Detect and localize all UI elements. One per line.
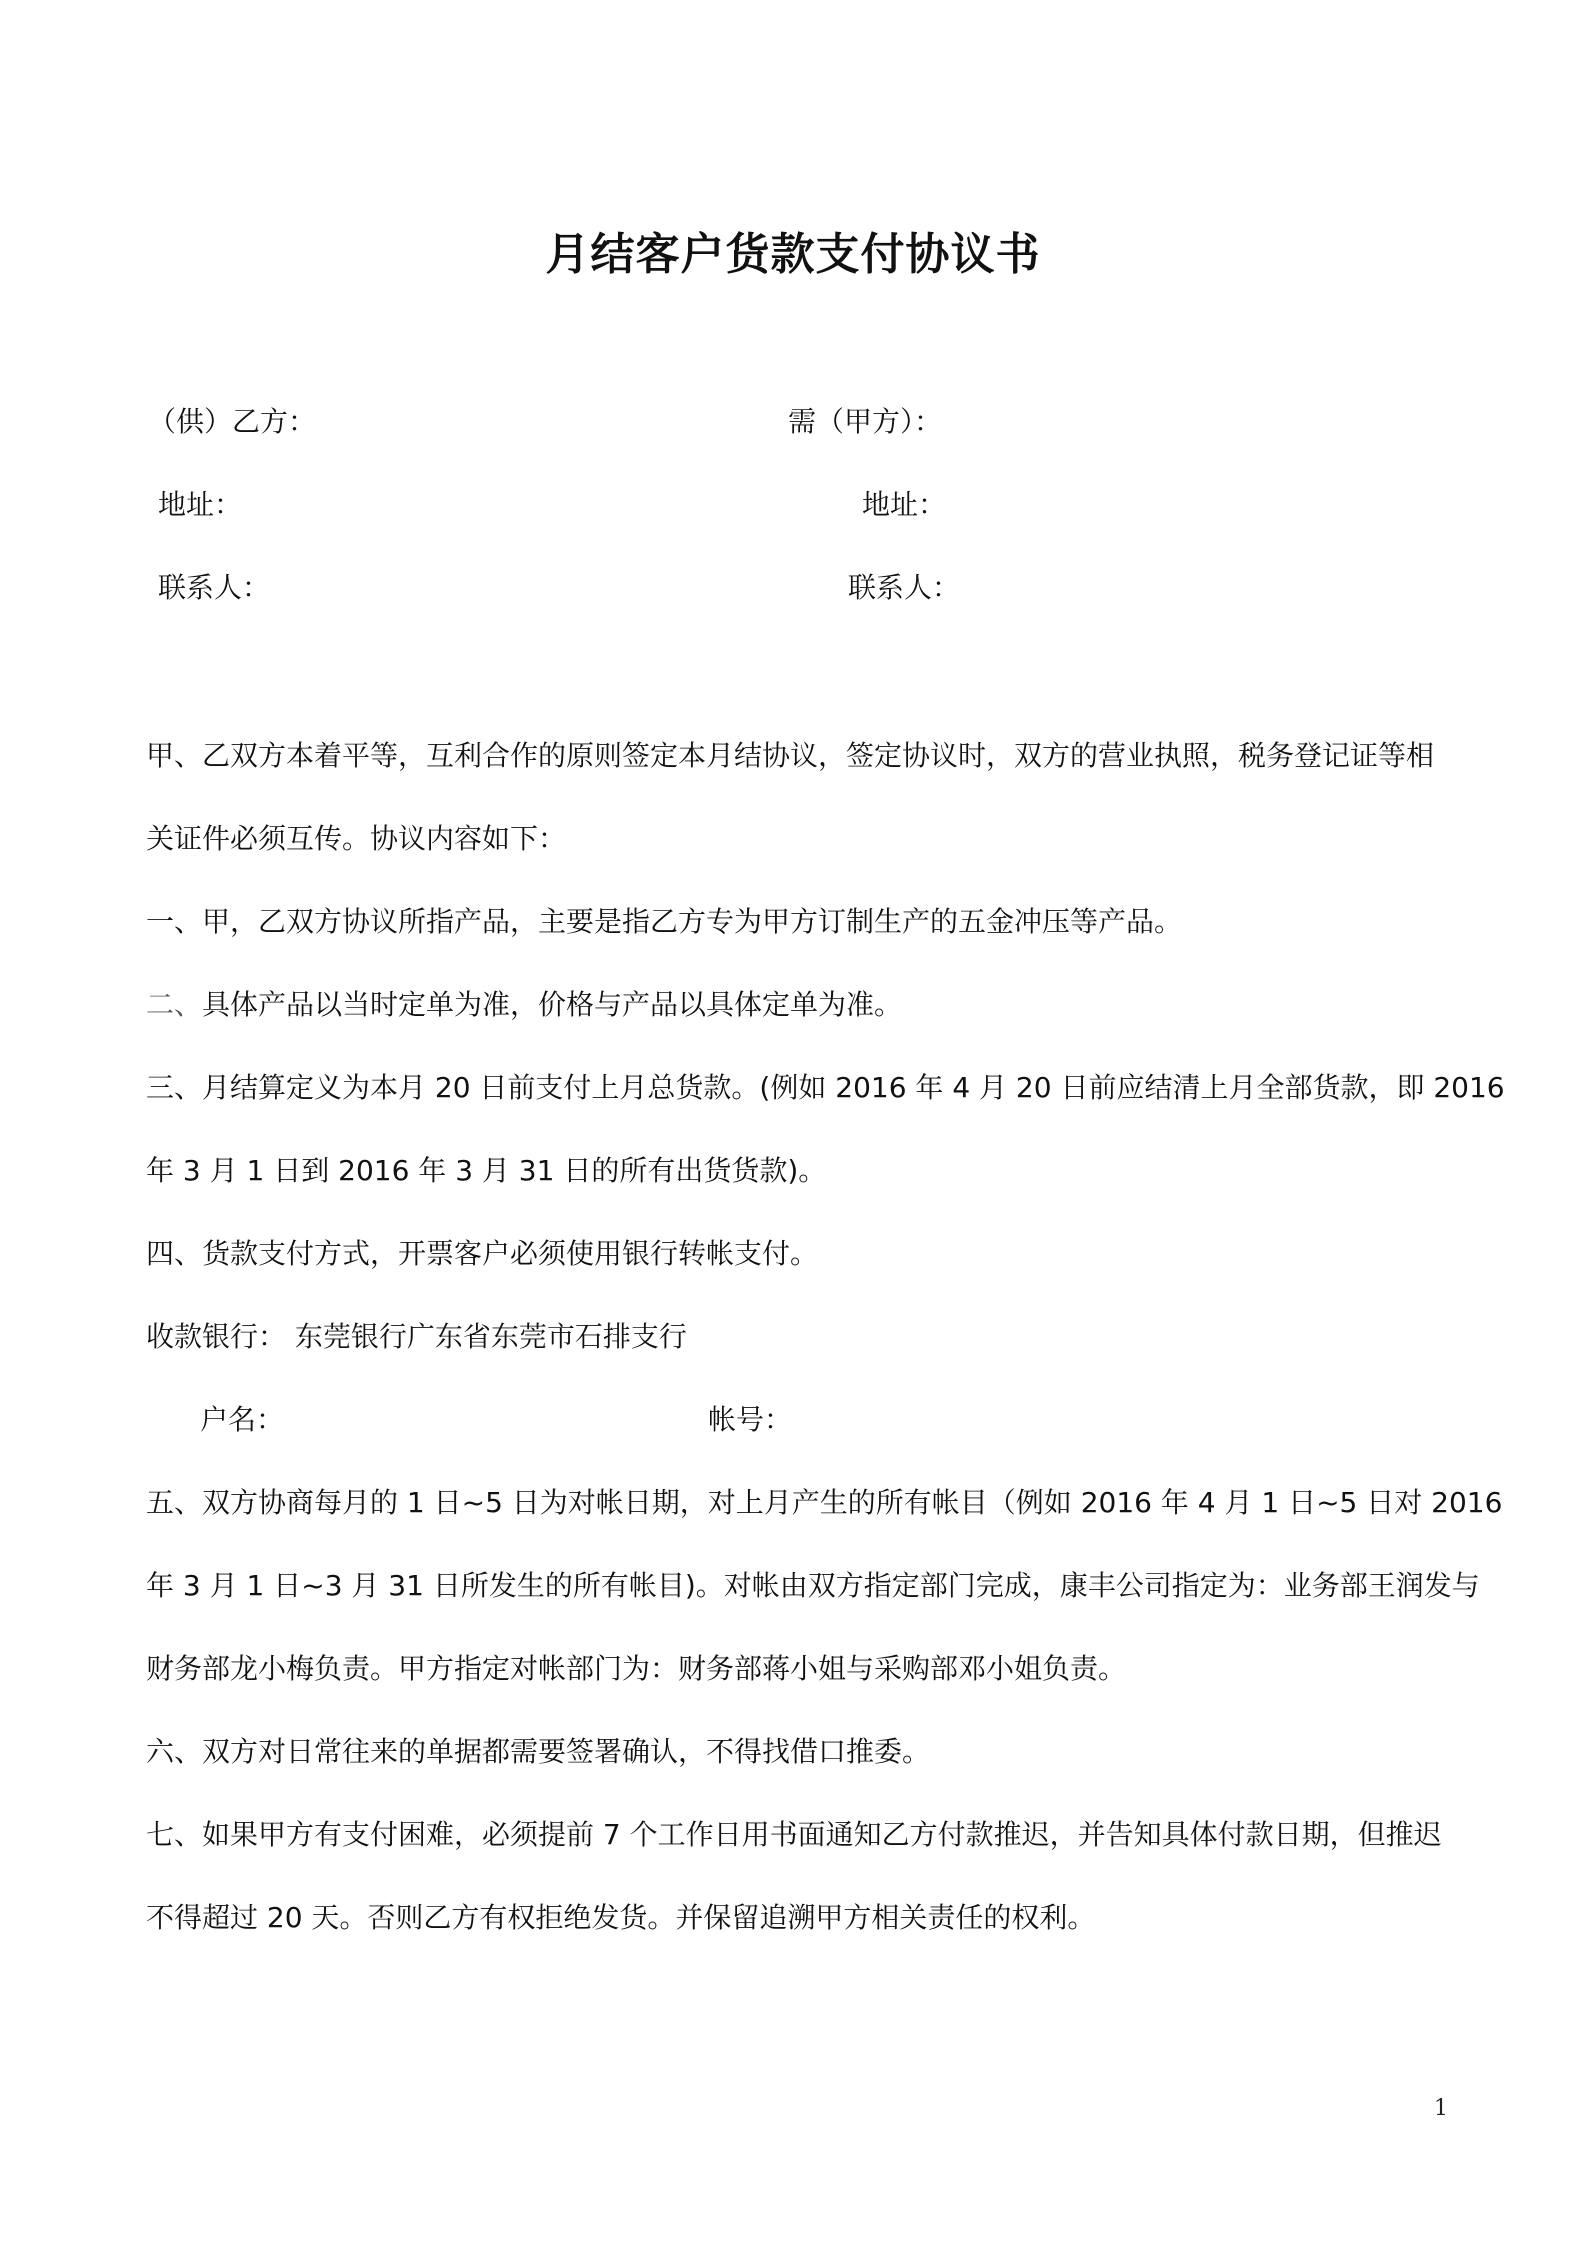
clause-3-line-2: 年 3 月 1 日到 2016 年 3 月 31 日的所有出货货款)。 <box>146 1154 827 1187</box>
buyer-address-label: 地址： <box>862 488 947 521</box>
clause-5-line-2: 年 3 月 1 日~3 月 31 日所发生的所有帐目)。对帐由双方指定部门完成，康丰公司指定为：业务部王润发与 <box>146 1569 1480 1602</box>
account-number-label: 帐号： <box>708 1403 793 1436</box>
supplier-label: （供）乙方： <box>148 405 317 438</box>
document-title: 月结客户货款支付协议书 <box>545 229 1041 280</box>
clause-2-text: 具体产品以当时定单为准，价格与产品以具体定单为准。 <box>202 988 903 1021</box>
clause-7-line-1: 七、如果甲方有支付困难，必须提前 7 个工作日用书面通知乙方付款推迟，并告知具体付款日期，但推迟 <box>146 1818 1442 1851</box>
clause-6: 六、双方对日常往来的单据都需要签署确认，不得找借口推委。 <box>146 1735 931 1768</box>
intro-line-1: 甲、乙双方本着平等，互利合作的原则签定本月结协议，签定协议时，双方的营业执照，税务登记证等相 <box>146 739 1435 772</box>
clause-2-number: 二、 <box>146 988 203 1021</box>
page-number: 1 <box>1434 2096 1448 2121</box>
supplier-contact-label: 联系人： <box>158 571 271 604</box>
clause-7-line-2: 不得超过 20 天。否则乙方有权拒绝发货。并保留追溯甲方相关责任的权利。 <box>146 1901 1096 1934</box>
clause-3-line-1: 三、月结算定义为本月 20 日前支付上月总货款。(例如 2016 年 4 月 20 日前应结清上月全部货款，即 2016 <box>146 1071 1505 1104</box>
clause-5-line-3: 财务部龙小梅负责。甲方指定对帐部门为：财务部蒋小姐与采购部邓小姐负责。 <box>146 1652 1127 1685</box>
intro-line-2: 关证件必须互传。协议内容如下： <box>146 822 567 855</box>
clause-2 <box>146 983 1446 1023</box>
buyer-label: 需（甲方）： <box>788 405 943 438</box>
account-name-label: 户名： <box>200 1403 285 1436</box>
clause-4: 四、货款支付方式，开票客户必须使用银行转帐支付。 <box>146 1237 819 1270</box>
clause-5-line-1: 五、双方协商每月的 1 日~5 日为对帐日期，对上月产生的所有帐目（例如 2016 年 4 月 1 日~5 日对 2016 <box>146 1486 1503 1519</box>
clause-1: 一、甲，乙双方协议所指产品，主要是指乙方专为甲方订制生产的五金冲压等产品。 <box>146 905 1183 938</box>
bank-line: 收款银行： 东莞银行广东省东莞市石排支行 <box>146 1320 687 1353</box>
supplier-address-label: 地址： <box>158 488 243 521</box>
buyer-contact-label: 联系人： <box>848 571 961 604</box>
